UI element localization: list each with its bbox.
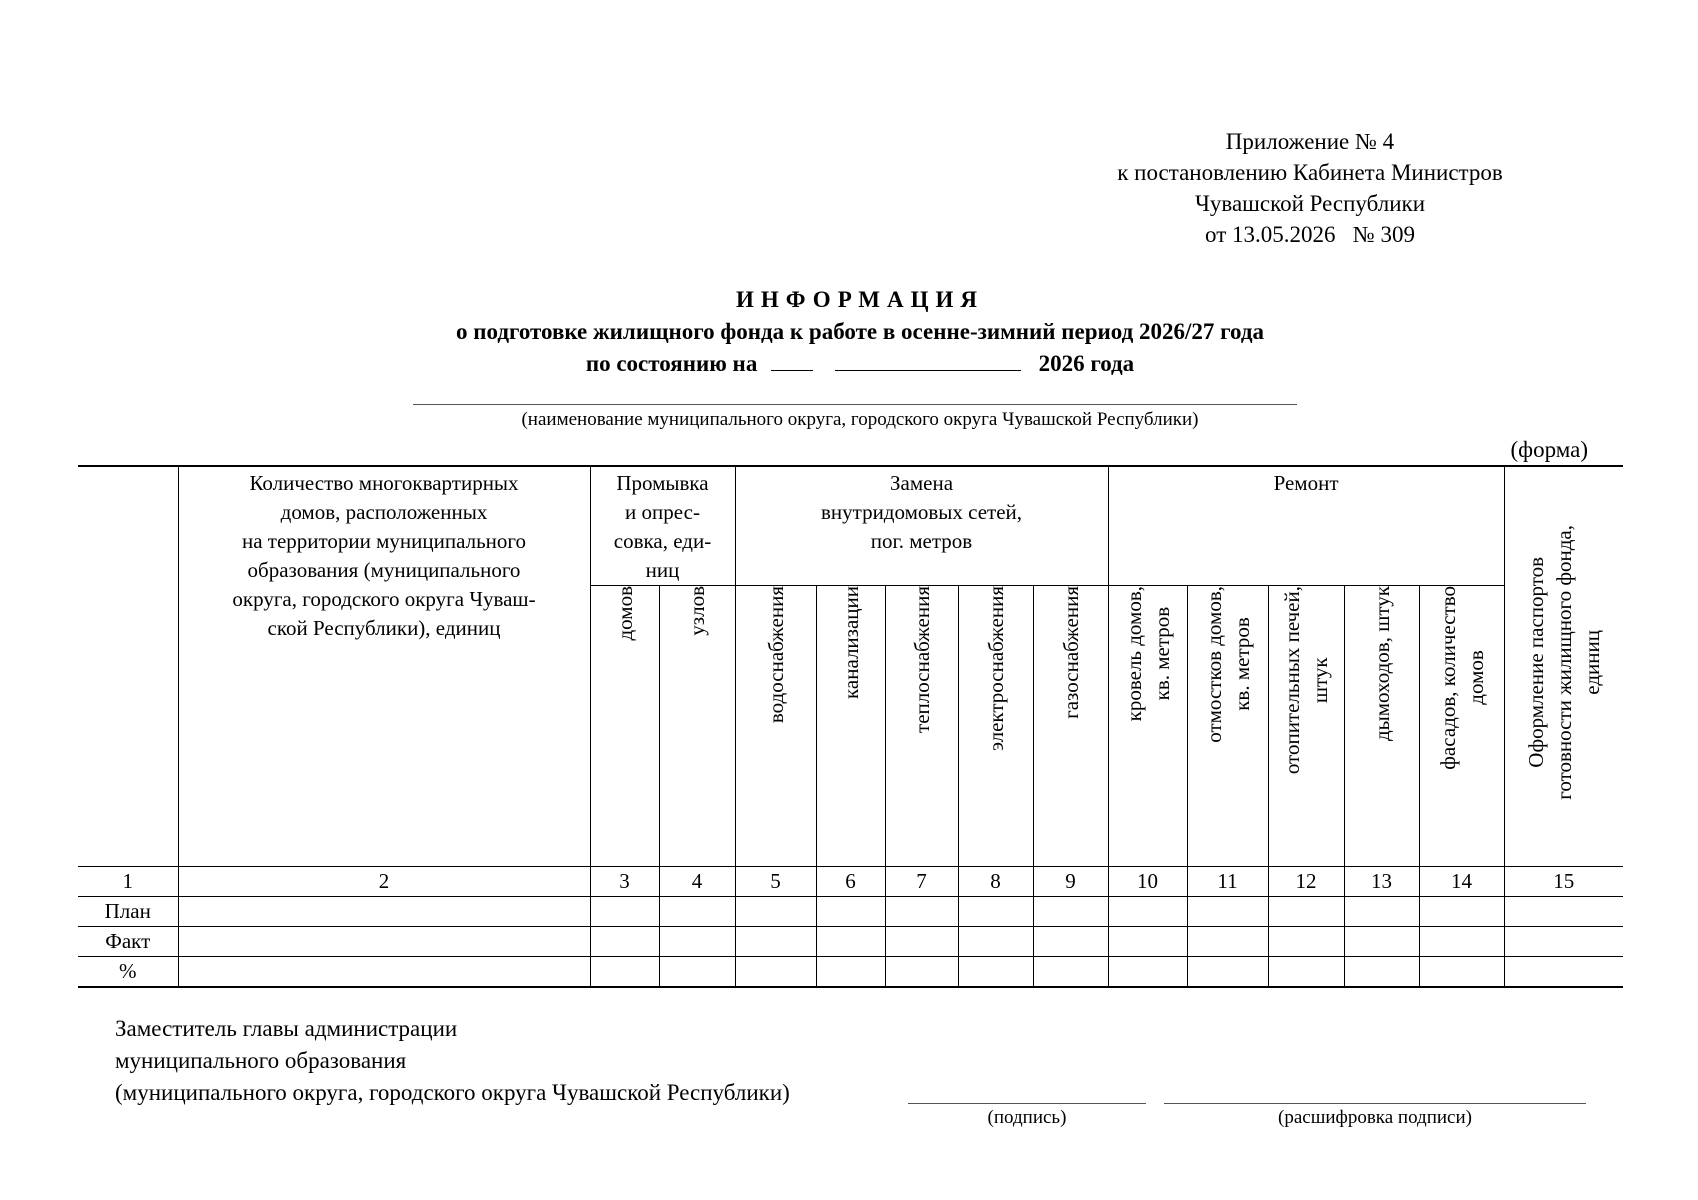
column-number: 4 [659,867,735,897]
table-cell[interactable] [659,957,735,988]
header-flushing-line: совка, еди- [613,529,712,553]
table-cell[interactable] [1344,927,1419,957]
header-sub-chimneys-text: дымоходов, штук [1369,586,1394,742]
table-cell[interactable] [958,957,1033,988]
table-cell[interactable] [1268,927,1344,957]
table-cell[interactable] [1268,897,1344,927]
table-cell[interactable] [885,897,958,927]
header-replacement-line: пог. метров [870,529,973,553]
table-cell[interactable] [1268,957,1344,988]
column-number: 10 [1108,867,1187,897]
table-cell[interactable] [178,897,590,927]
appendix-number: Приложение № 4 [1225,129,1395,154]
table-cell[interactable] [590,897,659,927]
table-row-fact [78,927,1623,957]
signer-organization: муниципального образования [115,1048,407,1073]
header-houses-line: Количество многоквартирных [249,471,519,495]
header-sub-stoves [1268,586,1344,867]
table-cell[interactable] [659,927,735,957]
header-passports-line: единиц [1579,630,1604,695]
signer-municipality: (муниципального округа, городского округа Чувашской Республики) [115,1080,790,1105]
table-row-percent [78,957,1623,988]
signature-decode-caption: (расшифровка подписи) [1278,1107,1472,1128]
table-cell[interactable] [1504,927,1623,957]
table-cell[interactable] [958,927,1033,957]
municipality-name-field[interactable] [413,404,1297,405]
table-cell[interactable] [1033,897,1108,927]
table-cell[interactable] [1108,927,1187,957]
table-cell[interactable] [735,927,816,957]
header-sub-nodes-text: узлов [685,586,709,636]
header-sub-sewer-text: канализации [838,586,863,699]
signature-caption: (подпись) [987,1107,1067,1128]
header-sub-houses [590,586,659,867]
report-table [78,465,1623,988]
table-cell[interactable] [590,957,659,988]
header-sub-roofs-line: кровель домов, [1121,586,1146,722]
table-cell[interactable] [1419,897,1504,927]
table-cell[interactable] [1504,897,1623,927]
day-blank-field[interactable] [771,350,813,371]
header-repair: Ремонт [1108,466,1504,586]
title-date-prefix: по состоянию на [585,351,758,376]
table-cell[interactable] [885,957,958,988]
header-houses-line: образования (муниципального [247,558,521,582]
header-sub-power [958,586,1033,867]
table-cell[interactable] [1504,957,1623,988]
header-sub-water [735,586,816,867]
header-sub-chimneys [1344,586,1419,867]
column-number: 14 [1419,867,1504,897]
appendix-republic: Чувашской Республики [1194,191,1426,216]
header-sub-gas-text: газоснабжения [1058,586,1083,719]
header-sub-power-text: электроснабжения [983,586,1008,752]
signer-block [115,1013,790,1109]
signature-decode-field[interactable] [1164,1103,1586,1104]
header-passports [1504,466,1623,867]
column-number: 1 [78,867,178,897]
header-houses-line: ской Республики), единиц [267,616,501,640]
header-sub-blind-area-text [1200,586,1256,743]
row-label-fact: Факт [78,927,178,957]
row-label-percent: % [78,957,178,988]
table-cell[interactable] [1187,897,1268,927]
table-row-plan [78,897,1623,927]
month-blank-field[interactable] [835,350,1021,371]
header-sub-blind-area [1187,586,1268,867]
table-cell[interactable] [1033,957,1108,988]
header-replacement-line: внутридомовых сетей, [820,500,1023,524]
column-number: 9 [1033,867,1108,897]
table-cell[interactable] [958,897,1033,927]
header-sub-roofs-line: кв. метров [1149,606,1174,701]
header-col-1 [78,466,178,867]
title-main: ИНФОРМАЦИЯ [735,287,985,312]
header-sub-water-text: водоснабжения [763,586,788,724]
document-title [300,284,1420,380]
column-number: 13 [1344,867,1419,897]
header-replacement [735,466,1108,586]
table-cell[interactable] [1419,927,1504,957]
header-passports-line: Оформление паспортов [1523,557,1548,768]
header-houses-line: домов, расположенных [280,500,488,524]
column-numbers-row [78,867,1623,897]
table-cell[interactable] [816,927,885,957]
header-sub-heat-text: теплоснабжения [909,586,934,733]
header-houses-count [178,466,590,867]
row-label-plan: План [78,897,178,927]
appendix-resolution: к постановлению Кабинета Министров [1117,160,1503,185]
signature-field[interactable] [908,1103,1146,1104]
form-label: (форма) [1510,437,1588,462]
header-sub-stoves-line: отопительных печей, [1280,586,1305,775]
header-sub-stoves-text [1278,586,1334,774]
header-passports-text [1522,525,1606,800]
table-cell[interactable] [178,927,590,957]
header-sub-blind-area-line: отмостков домов, [1201,586,1226,743]
table-cell[interactable] [1108,957,1187,988]
municipality-name-caption: (наименование муниципального округа, городского округа Чувашской Республики) [521,409,1199,430]
title-subtitle: о подготовке жилищного фонда к работе в осенне-зимний период 2026/27 года [455,319,1264,344]
header-sub-roofs [1108,586,1187,867]
header-row-groups [78,466,1623,586]
table-cell[interactable] [1187,957,1268,988]
column-number: 12 [1268,867,1344,897]
header-replacement-line: Замена [890,471,954,495]
header-sub-facades-line: фасадов, количество [1435,586,1460,770]
table-cell[interactable] [1344,897,1419,927]
header-sub-houses-text: домов [612,586,637,641]
table-cell[interactable] [885,927,958,957]
table-cell[interactable] [659,897,735,927]
header-sub-sewer [816,586,885,867]
header-sub-heat [885,586,958,867]
appendix-date: от 13.05.2026 № 309 [1205,222,1415,247]
header-houses-line: на территории муниципального [241,529,527,553]
title-date-line [300,348,1420,380]
header-sub-gas [1033,586,1108,867]
column-number: 5 [735,867,816,897]
header-flushing-line: Промывка [616,471,709,495]
header-houses-line: округа, городского округа Чуваш- [232,587,536,611]
table-cell[interactable] [590,927,659,957]
column-number: 15 [1504,867,1623,897]
table-cell[interactable] [178,957,590,988]
header-sub-facades-text [1434,586,1490,770]
column-number: 6 [816,867,885,897]
appendix-block [1080,126,1540,250]
table-cell[interactable] [1033,927,1108,957]
table-cell[interactable] [1419,957,1504,988]
column-number: 2 [178,867,590,897]
header-sub-facades-line: домов [1463,650,1488,706]
header-sub-roofs-text [1120,586,1176,721]
header-sub-facades [1419,586,1504,867]
table-cell[interactable] [735,957,816,988]
table-cell[interactable] [1344,957,1419,988]
header-flushing [590,466,735,586]
table-cell[interactable] [1108,897,1187,927]
column-number: 11 [1187,867,1268,897]
column-number: 3 [590,867,659,897]
header-flushing-line: и опрес- [625,500,700,524]
header-passports-line: готовности жилищного фонда, [1551,525,1576,800]
header-sub-stoves-line: штук [1308,657,1333,703]
header-sub-blind-area-line: кв. метров [1229,617,1254,712]
column-number: 7 [885,867,958,897]
title-date-suffix: 2026 года [1038,351,1135,376]
table-cell[interactable] [816,897,885,927]
header-flushing-line: ниц [645,558,680,582]
column-number: 8 [958,867,1033,897]
signer-position: Заместитель главы администрации [115,1016,458,1041]
table-cell[interactable] [1187,927,1268,957]
table-cell[interactable] [816,957,885,988]
header-sub-nodes [659,586,735,867]
table-cell[interactable] [735,897,816,927]
